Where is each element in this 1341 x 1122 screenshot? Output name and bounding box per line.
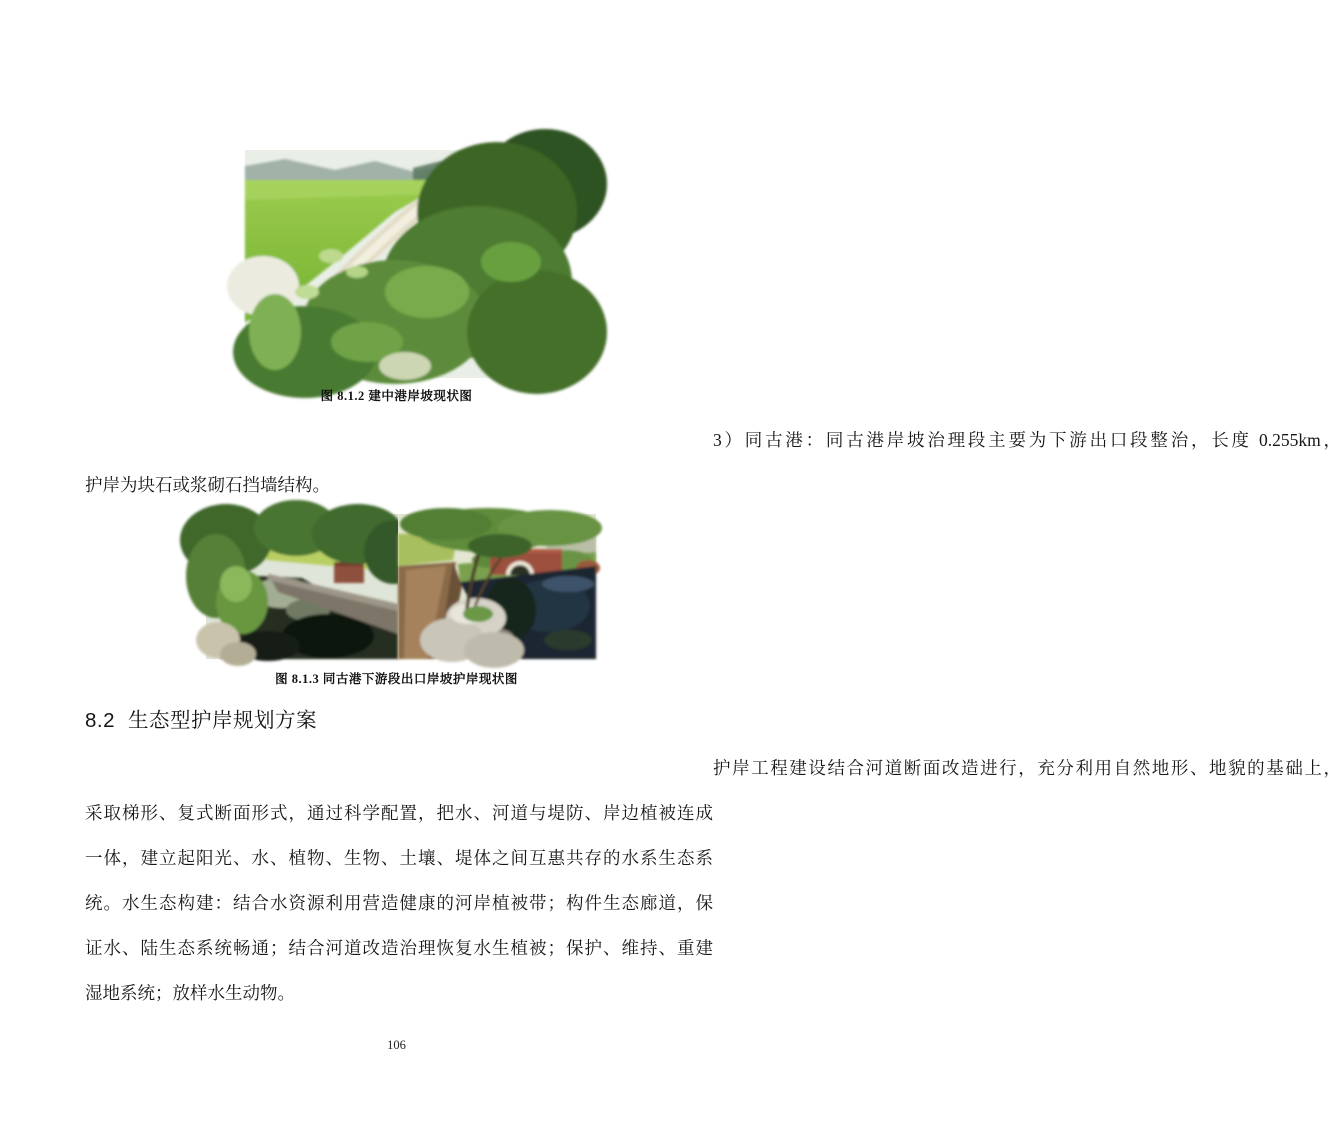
figure-8-1-2-photo <box>245 150 557 378</box>
figure-8-1-3-photo-left <box>206 514 398 659</box>
figure-8-1-3-photos <box>206 514 596 659</box>
figure-8-1-2-caption: 图 8.1.2 建中港岸坡现状图 <box>320 389 473 403</box>
section-number: 8.2 <box>85 709 115 732</box>
paragraph-tonggugang <box>85 418 1341 508</box>
figure-8-1-3-photo-right <box>398 514 596 659</box>
paragraph-line: 证水、陆生态系统畅通；结合河道改造治理恢复水生植被；保护、维持、重建 <box>85 938 713 958</box>
paragraph-line: 护岸为块石或浆砌石挡墙结构。 <box>85 475 330 495</box>
page-number: 106 <box>387 1038 406 1052</box>
paragraph-line: 3）同古港：同古港岸坡治理段主要为下游出口段整治，长度 0.255km， <box>713 430 1341 450</box>
paragraph-line: 湿地系统；放样水生动物。 <box>85 983 295 1003</box>
paragraph-line: 护岸工程建设结合河道断面改造进行，充分利用自然地形、地貌的基础上， <box>713 758 1341 778</box>
section-title: 生态型护岸规划方案 <box>128 709 317 732</box>
section-heading <box>85 703 713 733</box>
paragraph-line: 统。水生态构建：结合水资源利用营造健康的河岸植被带；构件生态廊道，保 <box>85 893 713 913</box>
figure-8-1-3-caption: 图 8.1.3 同古港下游段出口岸坡护岸现状图 <box>275 672 518 686</box>
paragraph-ecological-revetment <box>85 746 1341 1016</box>
paragraph-line: 一体，建立起阳光、水、植物、生物、土壤、堤体之间互惠共存的水系生态系 <box>85 848 713 868</box>
paragraph-line: 采取梯形、复式断面形式，通过科学配置，把水、河道与堤防、岸边植被连成 <box>85 803 713 823</box>
